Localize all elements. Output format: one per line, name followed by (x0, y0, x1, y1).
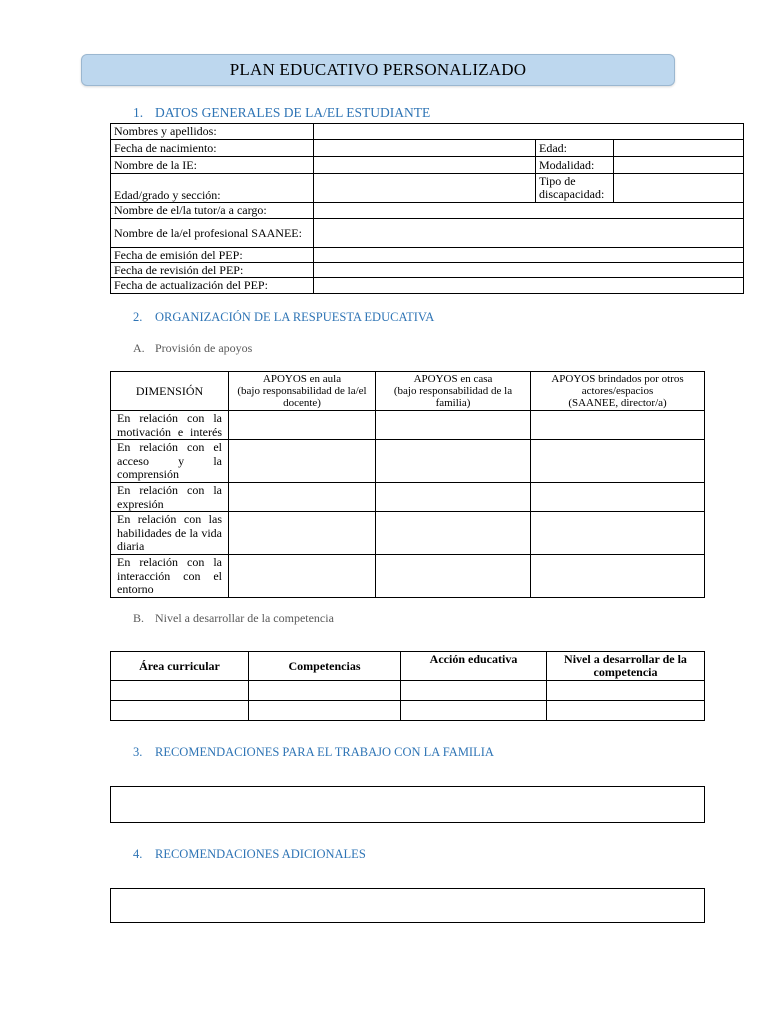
header-apoyos-otros: APOYOS brindados por otros actores/espacios (SAANEE, director/a) (531, 372, 705, 411)
family-recommendations-box[interactable] (110, 786, 705, 823)
cell-casa[interactable] (376, 483, 531, 512)
competence-table (110, 651, 705, 721)
table-row (111, 263, 744, 278)
section-4-number: 4. (133, 847, 143, 861)
subsection-a-title: Provisión de apoyos (155, 341, 253, 355)
cell-otros[interactable] (531, 512, 705, 555)
dimension-motivacion: En relación con la motivación e interés (111, 411, 229, 440)
cell-accion[interactable] (401, 701, 547, 721)
cell-otros[interactable] (531, 483, 705, 512)
header-nivel: Nivel a desarrollar de la competencia (547, 652, 705, 681)
section-1-number: 1. (133, 105, 144, 120)
table-row (111, 555, 705, 598)
cell-area[interactable] (111, 681, 249, 701)
section-2-number: 2. (133, 310, 143, 324)
table-row (111, 248, 744, 263)
table-row (111, 140, 744, 157)
cell-casa[interactable] (376, 411, 531, 440)
section-2-title: ORGANIZACIÓN DE LA RESPUESTA EDUCATIVA (155, 310, 435, 324)
section-3-number: 3. (133, 745, 143, 759)
header-dimension: DIMENSIÓN (111, 372, 229, 411)
table-row (111, 124, 744, 140)
cell-area[interactable] (111, 701, 249, 721)
cell-aula[interactable] (229, 440, 376, 483)
document-title-text: PLAN EDUCATIVO PERSONALIZADO (229, 60, 527, 79)
dimension-interaccion: En relación con la interacción con el entorno (111, 555, 229, 598)
header-area-curricular: Área curricular (111, 652, 249, 681)
cell-otros[interactable] (531, 411, 705, 440)
cell-accion[interactable] (401, 681, 547, 701)
field-fecha-nacimiento[interactable] (314, 140, 536, 157)
cell-casa[interactable] (376, 440, 531, 483)
section-4-heading (133, 847, 366, 862)
dimension-expresion: En relación con la expresión (111, 483, 229, 512)
cell-competencias[interactable] (249, 681, 401, 701)
document-title (81, 54, 675, 86)
field-tipo-discapacidad[interactable] (614, 174, 744, 203)
header-apoyos-aula: APOYOS en aula (bajo responsabilidad de la/el docente) (229, 372, 376, 411)
label-tutor: Nombre de el/la tutor/a a cargo: (111, 203, 314, 219)
field-tutor[interactable] (314, 203, 744, 219)
header-accion-educativa: Acción educativa (401, 652, 547, 681)
field-revision[interactable] (314, 263, 744, 278)
label-emision: Fecha de emisión del PEP: (111, 248, 314, 263)
table-row (111, 219, 744, 248)
cell-casa[interactable] (376, 555, 531, 598)
header-apoyos-casa: APOYOS en casa (bajo responsabilidad de la familia) (376, 372, 531, 411)
table-row (111, 483, 705, 512)
table-row (111, 278, 744, 294)
subsection-b-heading (133, 611, 334, 626)
field-edad[interactable] (614, 140, 744, 157)
table-row (111, 157, 744, 174)
section-3-title: RECOMENDACIONES PARA EL TRABAJO CON LA FAMILIA (155, 745, 494, 759)
cell-casa[interactable] (376, 512, 531, 555)
cell-aula[interactable] (229, 411, 376, 440)
cell-aula[interactable] (229, 483, 376, 512)
field-emision[interactable] (314, 248, 744, 263)
table-row (111, 681, 705, 701)
field-edad-grado[interactable] (314, 174, 536, 203)
field-modalidad[interactable] (614, 157, 744, 174)
dimension-habilidades: En relación con las habilidades de la vida diaria (111, 512, 229, 555)
table-row (111, 203, 744, 219)
label-actualizacion: Fecha de actualización del PEP: (111, 278, 314, 294)
section-1-title: DATOS GENERALES DE LA/EL ESTUDIANTE (155, 105, 431, 120)
supports-table (110, 371, 705, 598)
section-3-heading (133, 745, 494, 760)
subsection-b-title: Nivel a desarrollar de la competencia (155, 611, 334, 625)
additional-recommendations-box[interactable] (110, 888, 705, 923)
cell-otros[interactable] (531, 555, 705, 598)
field-nombres[interactable] (314, 124, 744, 140)
table-header-row (111, 652, 705, 681)
label-revision: Fecha de revisión del PEP: (111, 263, 314, 278)
label-modalidad: Modalidad: (536, 157, 614, 174)
field-nombre-ie[interactable] (314, 157, 536, 174)
label-profesional: Nombre de la/el profesional SAANEE: (111, 219, 314, 248)
cell-nivel[interactable] (547, 681, 705, 701)
table-row (111, 174, 744, 203)
subsection-a-letter: A. (133, 341, 145, 355)
cell-aula[interactable] (229, 555, 376, 598)
dimension-acceso: En relación con el acceso y la comprensión (111, 440, 229, 483)
field-actualizacion[interactable] (314, 278, 744, 294)
section-4-title: RECOMENDACIONES ADICIONALES (155, 847, 366, 861)
label-nombre-ie: Nombre de la IE: (111, 157, 314, 174)
label-edad-grado: Edad/grado y sección: (111, 174, 314, 203)
label-fecha-nacimiento: Fecha de nacimiento: (111, 140, 314, 157)
label-edad: Edad: (536, 140, 614, 157)
field-profesional[interactable] (314, 219, 744, 248)
table-row (111, 701, 705, 721)
subsection-b-letter: B. (133, 611, 145, 625)
table-row (111, 440, 705, 483)
table-row (111, 512, 705, 555)
cell-nivel[interactable] (547, 701, 705, 721)
label-nombres: Nombres y apellidos: (111, 124, 314, 140)
table-row (111, 411, 705, 440)
cell-otros[interactable] (531, 440, 705, 483)
section-2-heading (133, 310, 434, 325)
student-data-table (110, 123, 744, 294)
header-competencias: Competencias (249, 652, 401, 681)
table-header-row (111, 372, 705, 411)
cell-aula[interactable] (229, 512, 376, 555)
subsection-a-heading (133, 341, 252, 356)
section-1-heading (133, 105, 430, 121)
label-tipo-discapacidad: Tipo de discapacidad: (536, 174, 614, 203)
cell-competencias[interactable] (249, 701, 401, 721)
